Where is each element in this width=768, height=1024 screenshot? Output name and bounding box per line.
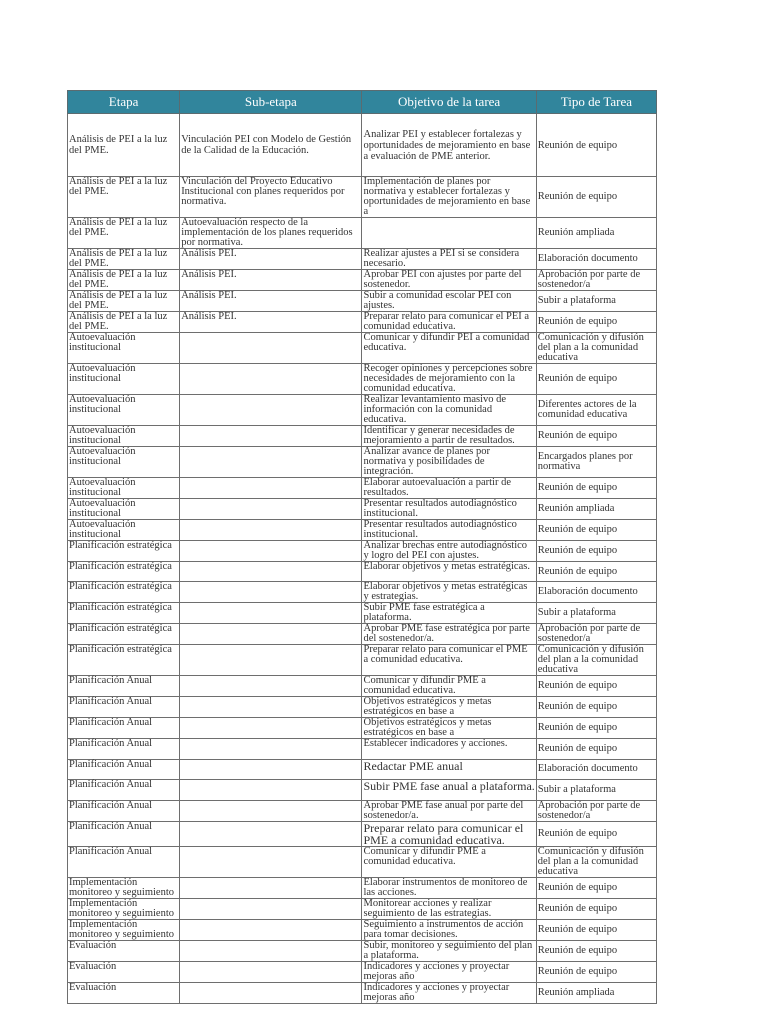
table-row bbox=[68, 333, 657, 364]
cell-etapa: Planificación Anual bbox=[68, 676, 180, 697]
cell-objetivo: Analizar avance de planes por normativa y posibilidades de integración. bbox=[362, 447, 536, 478]
header-row bbox=[68, 91, 657, 114]
cell-tipo: Elaboración documento bbox=[536, 582, 656, 603]
cell-objetivo: Presentar resultados autodiagnóstico institucional. bbox=[362, 499, 536, 520]
table-row bbox=[68, 312, 657, 333]
cell-tipo: Reunión de equipo bbox=[536, 426, 656, 447]
cell-etapa: Planificación estratégica bbox=[68, 624, 180, 645]
cell-etapa: Planificación Anual bbox=[68, 697, 180, 718]
cell-objetivo: Preparar relato para comunicar el PME a comunidad educativa. bbox=[362, 645, 536, 676]
header-tipo: Tipo de Tarea bbox=[536, 91, 656, 114]
cell-objetivo: Analizar brechas entre autodiagnóstico y logro del PEI con ajustes. bbox=[362, 541, 536, 562]
cell-sub-etapa bbox=[180, 364, 362, 395]
cell-objetivo bbox=[362, 218, 536, 249]
cell-sub-etapa bbox=[180, 982, 362, 1003]
table-row bbox=[68, 426, 657, 447]
cell-tipo: Reunión de equipo bbox=[536, 919, 656, 940]
cell-tipo: Reunión de equipo bbox=[536, 718, 656, 739]
cell-objetivo: Realizar levantamiento masivo de información con la comunidad educativa. bbox=[362, 395, 536, 426]
cell-sub-etapa bbox=[180, 624, 362, 645]
table-row bbox=[68, 395, 657, 426]
cell-sub-etapa bbox=[180, 582, 362, 603]
cell-etapa: Planificación estratégica bbox=[68, 541, 180, 562]
table-row bbox=[68, 114, 657, 177]
table-row bbox=[68, 364, 657, 395]
cell-sub-etapa bbox=[180, 520, 362, 541]
table-row bbox=[68, 759, 657, 779]
cell-etapa: Autoevaluación institucional bbox=[68, 364, 180, 395]
cell-objetivo: Indicadores y acciones y proyectar mejoras año bbox=[362, 961, 536, 982]
table-row bbox=[68, 562, 657, 582]
cell-sub-etapa bbox=[180, 499, 362, 520]
cell-etapa: Planificación estratégica bbox=[68, 603, 180, 624]
cell-etapa: Análisis de PEI a la luz del PME. bbox=[68, 177, 180, 218]
cell-etapa: Planificación Anual bbox=[68, 800, 180, 821]
cell-sub-etapa bbox=[180, 697, 362, 718]
table-row bbox=[68, 270, 657, 291]
cell-objetivo: Subir a comunidad escolar PEI con ajustes. bbox=[362, 291, 536, 312]
cell-objetivo: Preparar relato para comunicar el PEI a comunidad educativa. bbox=[362, 312, 536, 333]
table-row bbox=[68, 718, 657, 739]
cell-etapa: Autoevaluación institucional bbox=[68, 395, 180, 426]
cell-tipo: Reunión de equipo bbox=[536, 520, 656, 541]
cell-objetivo: Establecer indicadores y acciones. bbox=[362, 739, 536, 759]
table-row bbox=[68, 919, 657, 940]
cell-objetivo: Recoger opiniones y percepciones sobre necesidades de mejoramiento con la comunidad educativa. bbox=[362, 364, 536, 395]
header-objetivo: Objetivo de la tarea bbox=[362, 91, 536, 114]
cell-sub-etapa bbox=[180, 759, 362, 779]
cell-sub-etapa bbox=[180, 478, 362, 499]
cell-etapa: Autoevaluación institucional bbox=[68, 447, 180, 478]
cell-tipo: Reunión de equipo bbox=[536, 478, 656, 499]
cell-sub-etapa bbox=[180, 447, 362, 478]
cell-objetivo: Elaborar objetivos y metas estratégicas y estrategias. bbox=[362, 582, 536, 603]
cell-etapa: Planificación Anual bbox=[68, 739, 180, 759]
table-row bbox=[68, 800, 657, 821]
cell-sub-etapa bbox=[180, 603, 362, 624]
table-row bbox=[68, 898, 657, 919]
header-sub-etapa: Sub-etapa bbox=[180, 91, 362, 114]
cell-objetivo: Redactar PME anual bbox=[362, 759, 536, 779]
cell-etapa: Planificación Anual bbox=[68, 718, 180, 739]
cell-sub-etapa bbox=[180, 877, 362, 898]
cell-sub-etapa bbox=[180, 562, 362, 582]
cell-etapa: Planificación estratégica bbox=[68, 645, 180, 676]
table-row bbox=[68, 739, 657, 759]
cell-etapa: Implementación monitoreo y seguimiento bbox=[68, 919, 180, 940]
table-row bbox=[68, 982, 657, 1003]
cell-etapa: Planificación estratégica bbox=[68, 562, 180, 582]
table-row bbox=[68, 645, 657, 676]
cell-sub-etapa bbox=[180, 541, 362, 562]
header-etapa: Etapa bbox=[68, 91, 180, 114]
cell-sub-etapa bbox=[180, 333, 362, 364]
table-row bbox=[68, 780, 657, 800]
cell-tipo: Reunión de equipo bbox=[536, 877, 656, 898]
cell-sub-etapa bbox=[180, 718, 362, 739]
cell-objetivo: Objetivos estratégicos y metas estratégicos en base a bbox=[362, 697, 536, 718]
cell-tipo: Reunión ampliada bbox=[536, 982, 656, 1003]
cell-etapa: Evaluación bbox=[68, 961, 180, 982]
cell-objetivo: Comunicar y difundir PEI a comunidad educativa. bbox=[362, 333, 536, 364]
cell-objetivo: Preparar relato para comunicar el PME a comunidad educativa. bbox=[362, 821, 536, 846]
cell-tipo: Comunicación y difusión del plan a la comunidad educativa bbox=[536, 846, 656, 877]
cell-objetivo: Aprobar PME fase anual por parte del sostenedor/a. bbox=[362, 800, 536, 821]
cell-objetivo: Presentar resultados autodiagnóstico institucional. bbox=[362, 520, 536, 541]
cell-tipo: Reunión de equipo bbox=[536, 676, 656, 697]
cell-etapa: Análisis de PEI a la luz del PME. bbox=[68, 249, 180, 270]
cell-sub-etapa bbox=[180, 739, 362, 759]
cell-etapa: Implementación monitoreo y seguimiento bbox=[68, 877, 180, 898]
cell-objetivo: Subir PME fase anual a plataforma. bbox=[362, 780, 536, 800]
table-row bbox=[68, 520, 657, 541]
cell-sub-etapa bbox=[180, 961, 362, 982]
cell-sub-etapa bbox=[180, 395, 362, 426]
table-row bbox=[68, 624, 657, 645]
cell-sub-etapa bbox=[180, 676, 362, 697]
cell-etapa: Análisis de PEI a la luz del PME. bbox=[68, 312, 180, 333]
cell-objetivo: Comunicar y difundir PME a comunidad educativa. bbox=[362, 676, 536, 697]
table-row bbox=[68, 676, 657, 697]
cell-tipo: Reunión de equipo bbox=[536, 898, 656, 919]
cell-etapa: Evaluación bbox=[68, 982, 180, 1003]
table-row bbox=[68, 291, 657, 312]
cell-tipo: Comunicación y difusión del plan a la comunidad educativa bbox=[536, 333, 656, 364]
cell-tipo: Elaboración documento bbox=[536, 759, 656, 779]
table-row bbox=[68, 499, 657, 520]
cell-objetivo: Aprobar PEI con ajustes por parte del sostenedor. bbox=[362, 270, 536, 291]
cell-objetivo: Seguimiento a instrumentos de acción para tomar decisiones. bbox=[362, 919, 536, 940]
table-row bbox=[68, 940, 657, 961]
cell-etapa: Autoevaluación institucional bbox=[68, 478, 180, 499]
cell-objetivo: Implementación de planes por normativa y establecer fortalezas y oportunidades de mejoramiento en base a bbox=[362, 177, 536, 218]
cell-objetivo: Identificar y generar necesidades de mejoramiento a partir de resultados. bbox=[362, 426, 536, 447]
cell-tipo: Reunión ampliada bbox=[536, 218, 656, 249]
cell-objetivo: Indicadores y acciones y proyectar mejoras año bbox=[362, 982, 536, 1003]
cell-tipo: Reunión de equipo bbox=[536, 697, 656, 718]
cell-sub-etapa: Autoevaluación respecto de la implementación de los planes requeridos por normativa. bbox=[180, 218, 362, 249]
cell-tipo: Encargados planes por normativa bbox=[536, 447, 656, 478]
cell-tipo: Reunión de equipo bbox=[536, 562, 656, 582]
cell-tipo: Reunión de equipo bbox=[536, 114, 656, 177]
cell-sub-etapa: Análisis PEI. bbox=[180, 249, 362, 270]
cell-tipo: Reunión de equipo bbox=[536, 541, 656, 562]
cell-tipo: Subir a plataforma bbox=[536, 603, 656, 624]
cell-objetivo: Analizar PEI y establecer fortalezas y oportunidades de mejoramiento en base a evaluación de PME anterior. bbox=[362, 114, 536, 177]
table-row bbox=[68, 249, 657, 270]
cell-objetivo: Elaborar objetivos y metas estratégicas. bbox=[362, 562, 536, 582]
cell-tipo: Aprobación por parte de sostenedor/a bbox=[536, 800, 656, 821]
cell-sub-etapa bbox=[180, 898, 362, 919]
table-row bbox=[68, 177, 657, 218]
cell-tipo: Aprobación por parte de sostenedor/a bbox=[536, 624, 656, 645]
table-row bbox=[68, 961, 657, 982]
cell-tipo: Reunión de equipo bbox=[536, 177, 656, 218]
cell-tipo: Reunión de equipo bbox=[536, 821, 656, 846]
table-row bbox=[68, 447, 657, 478]
cell-sub-etapa: Análisis PEI. bbox=[180, 291, 362, 312]
cell-sub-etapa: Análisis PEI. bbox=[180, 312, 362, 333]
cell-etapa: Autoevaluación institucional bbox=[68, 499, 180, 520]
table-row bbox=[68, 582, 657, 603]
cell-tipo: Elaboración documento bbox=[536, 249, 656, 270]
cell-tipo: Reunión de equipo bbox=[536, 312, 656, 333]
cell-objetivo: Objetivos estratégicos y metas estratégicos en base a bbox=[362, 718, 536, 739]
cell-tipo: Reunión de equipo bbox=[536, 961, 656, 982]
cell-tipo: Reunión de equipo bbox=[536, 940, 656, 961]
cell-tipo: Reunión ampliada bbox=[536, 499, 656, 520]
cell-sub-etapa bbox=[180, 800, 362, 821]
cell-etapa: Autoevaluación institucional bbox=[68, 426, 180, 447]
cell-etapa: Autoevaluación institucional bbox=[68, 333, 180, 364]
cell-etapa: Planificación Anual bbox=[68, 759, 180, 779]
cell-etapa: Planificación Anual bbox=[68, 846, 180, 877]
table-row bbox=[68, 877, 657, 898]
cell-sub-etapa bbox=[180, 426, 362, 447]
cell-objetivo: Realizar ajustes a PEI si se considera necesario. bbox=[362, 249, 536, 270]
table-row bbox=[68, 821, 657, 846]
table-row bbox=[68, 846, 657, 877]
cell-tipo: Subir a plataforma bbox=[536, 780, 656, 800]
cell-etapa: Análisis de PEI a la luz del PME. bbox=[68, 270, 180, 291]
cell-etapa: Planificación estratégica bbox=[68, 582, 180, 603]
cell-objetivo: Elaborar autoevaluación a partir de resultados. bbox=[362, 478, 536, 499]
cell-tipo: Aprobación por parte de sostenedor/a bbox=[536, 270, 656, 291]
cell-sub-etapa bbox=[180, 821, 362, 846]
cell-objetivo: Subir, monitoreo y seguimiento del plan a plataforma. bbox=[362, 940, 536, 961]
cell-sub-etapa: Vinculación del Proyecto Educativo Institucional con planes requeridos por normativa. bbox=[180, 177, 362, 218]
cell-tipo: Diferentes actores de la comunidad educativa bbox=[536, 395, 656, 426]
cell-etapa: Análisis de PEI a la luz del PME. bbox=[68, 218, 180, 249]
cell-objetivo: Monitorear acciones y realizar seguimiento de las estrategias. bbox=[362, 898, 536, 919]
cell-sub-etapa: Vinculación PEI con Modelo de Gestión de la Calidad de la Educación. bbox=[180, 114, 362, 177]
cell-etapa: Análisis de PEI a la luz del PME. bbox=[68, 114, 180, 177]
cell-etapa: Análisis de PEI a la luz del PME. bbox=[68, 291, 180, 312]
cell-etapa: Planificación Anual bbox=[68, 821, 180, 846]
pme-task-table bbox=[67, 90, 657, 1004]
cell-objetivo: Subir PME fase estratégica a plataforma. bbox=[362, 603, 536, 624]
cell-tipo: Reunión de equipo bbox=[536, 739, 656, 759]
cell-tipo: Reunión de equipo bbox=[536, 364, 656, 395]
cell-sub-etapa bbox=[180, 919, 362, 940]
cell-objetivo: Elaborar instrumentos de monitoreo de las acciones. bbox=[362, 877, 536, 898]
cell-etapa: Implementación monitoreo y seguimiento bbox=[68, 898, 180, 919]
table-row bbox=[68, 697, 657, 718]
cell-sub-etapa: Análisis PEI. bbox=[180, 270, 362, 291]
table-row bbox=[68, 541, 657, 562]
cell-objetivo: Comunicar y difundir PME a comunidad educativa. bbox=[362, 846, 536, 877]
cell-sub-etapa bbox=[180, 645, 362, 676]
cell-sub-etapa bbox=[180, 940, 362, 961]
cell-sub-etapa bbox=[180, 846, 362, 877]
cell-etapa: Planificación Anual bbox=[68, 780, 180, 800]
cell-etapa: Evaluación bbox=[68, 940, 180, 961]
cell-tipo: Subir a plataforma bbox=[536, 291, 656, 312]
cell-etapa: Autoevaluación institucional bbox=[68, 520, 180, 541]
cell-objetivo: Aprobar PME fase estratégica por parte del sostenedor/a. bbox=[362, 624, 536, 645]
table-row bbox=[68, 603, 657, 624]
table-body bbox=[68, 114, 657, 1004]
cell-tipo: Comunicación y difusión del plan a la comunidad educativa bbox=[536, 645, 656, 676]
table-row bbox=[68, 478, 657, 499]
cell-sub-etapa bbox=[180, 780, 362, 800]
table-row bbox=[68, 218, 657, 249]
